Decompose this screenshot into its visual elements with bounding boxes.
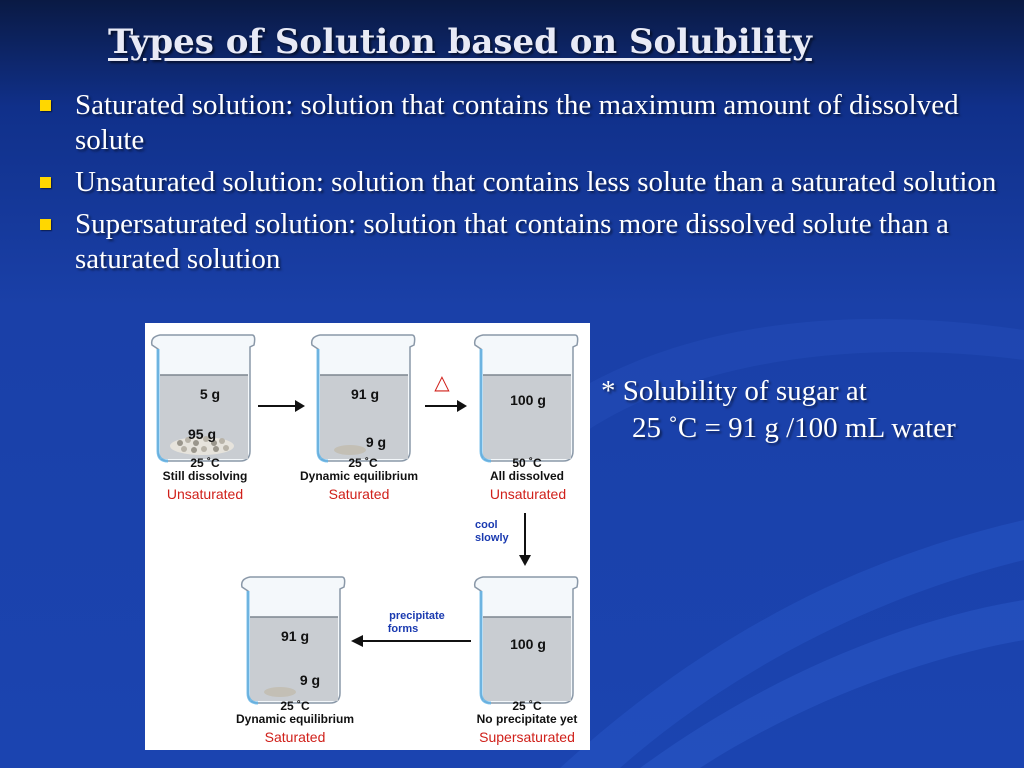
- beaker-1-condition: Still dissolving: [162, 469, 248, 483]
- beaker-3-state: Unsaturated: [489, 486, 567, 502]
- beaker-5: [475, 577, 578, 703]
- beaker-1-temp: 25 ˚C: [190, 456, 220, 470]
- bullet-square-icon: [40, 177, 51, 188]
- beaker-5-condition: No precipitate yet: [476, 712, 578, 726]
- forms-label: forms: [387, 623, 419, 635]
- beaker-2: [312, 335, 415, 461]
- top-mass-label: 100 g: [510, 636, 546, 652]
- left-arrow-icon: [351, 635, 471, 647]
- beaker-4-condition: Dynamic equilibrium: [235, 712, 355, 726]
- slide-title: Types of Solution based on Solubility: [108, 22, 812, 62]
- solubility-diagram: [145, 323, 590, 750]
- bullet-square-icon: [40, 100, 51, 111]
- cool-label: cool: [475, 519, 498, 531]
- note-line-1: * Solubility of sugar at: [601, 375, 867, 407]
- beaker-2-state: Saturated: [328, 486, 390, 502]
- top-mass-label: 100 g: [510, 392, 546, 408]
- note-line-2: 25 ˚C = 91 g /100 mL water: [632, 412, 956, 444]
- bottom-mass-label: 9 g: [299, 672, 321, 688]
- beaker-3-condition: All dissolved: [489, 469, 565, 483]
- beaker-3-temp: 50 ˚C: [512, 456, 542, 470]
- bullet-list: [38, 88, 998, 284]
- bullet-text: Unsaturated solution: solution that contains less solute than a saturated solution: [75, 166, 997, 198]
- right-arrow-icon: [425, 400, 467, 412]
- sugar-residue-icon: [334, 445, 366, 455]
- down-arrow-icon: [519, 513, 531, 566]
- top-mass-label: 91 g: [350, 386, 380, 402]
- beaker-2-condition: Dynamic equilibrium: [299, 469, 419, 483]
- slowly-label: slowly: [475, 532, 509, 544]
- top-mass-label: 5 g: [199, 386, 221, 402]
- bottom-mass-label: 95 g: [187, 426, 217, 442]
- bullet-item-saturated: [38, 88, 998, 158]
- beaker-4: [242, 577, 345, 703]
- sugar-residue-icon: [264, 687, 296, 697]
- beaker-2-temp: 25 ˚C: [348, 456, 378, 470]
- beaker-5-temp: 25 ˚C: [512, 699, 542, 713]
- top-mass-label: 91 g: [280, 628, 310, 644]
- beaker-4-temp: 25 ˚C: [280, 699, 310, 713]
- precipitate-label: precipitate: [389, 610, 445, 622]
- beaker-3: [475, 335, 578, 461]
- beaker-1-state: Unsaturated: [166, 486, 244, 502]
- solubility-note: [601, 373, 1001, 447]
- bullet-item-supersaturated: [38, 207, 998, 277]
- beaker-5-state: Supersaturated: [479, 729, 575, 745]
- bullet-square-icon: [40, 219, 51, 230]
- beaker-1: [152, 335, 255, 461]
- bullet-item-unsaturated: [38, 165, 998, 200]
- heat-triangle-icon: △: [434, 372, 450, 394]
- bottom-mass-label: 9 g: [365, 434, 387, 450]
- beaker-4-state: Saturated: [264, 729, 326, 745]
- right-arrow-icon: [258, 400, 305, 412]
- bullet-text: Supersaturated solution: solution that contains more dissolved solute than a saturated solution: [75, 208, 949, 275]
- bullet-text: Saturated solution: solution that contains the maximum amount of dissolved solute: [75, 89, 959, 156]
